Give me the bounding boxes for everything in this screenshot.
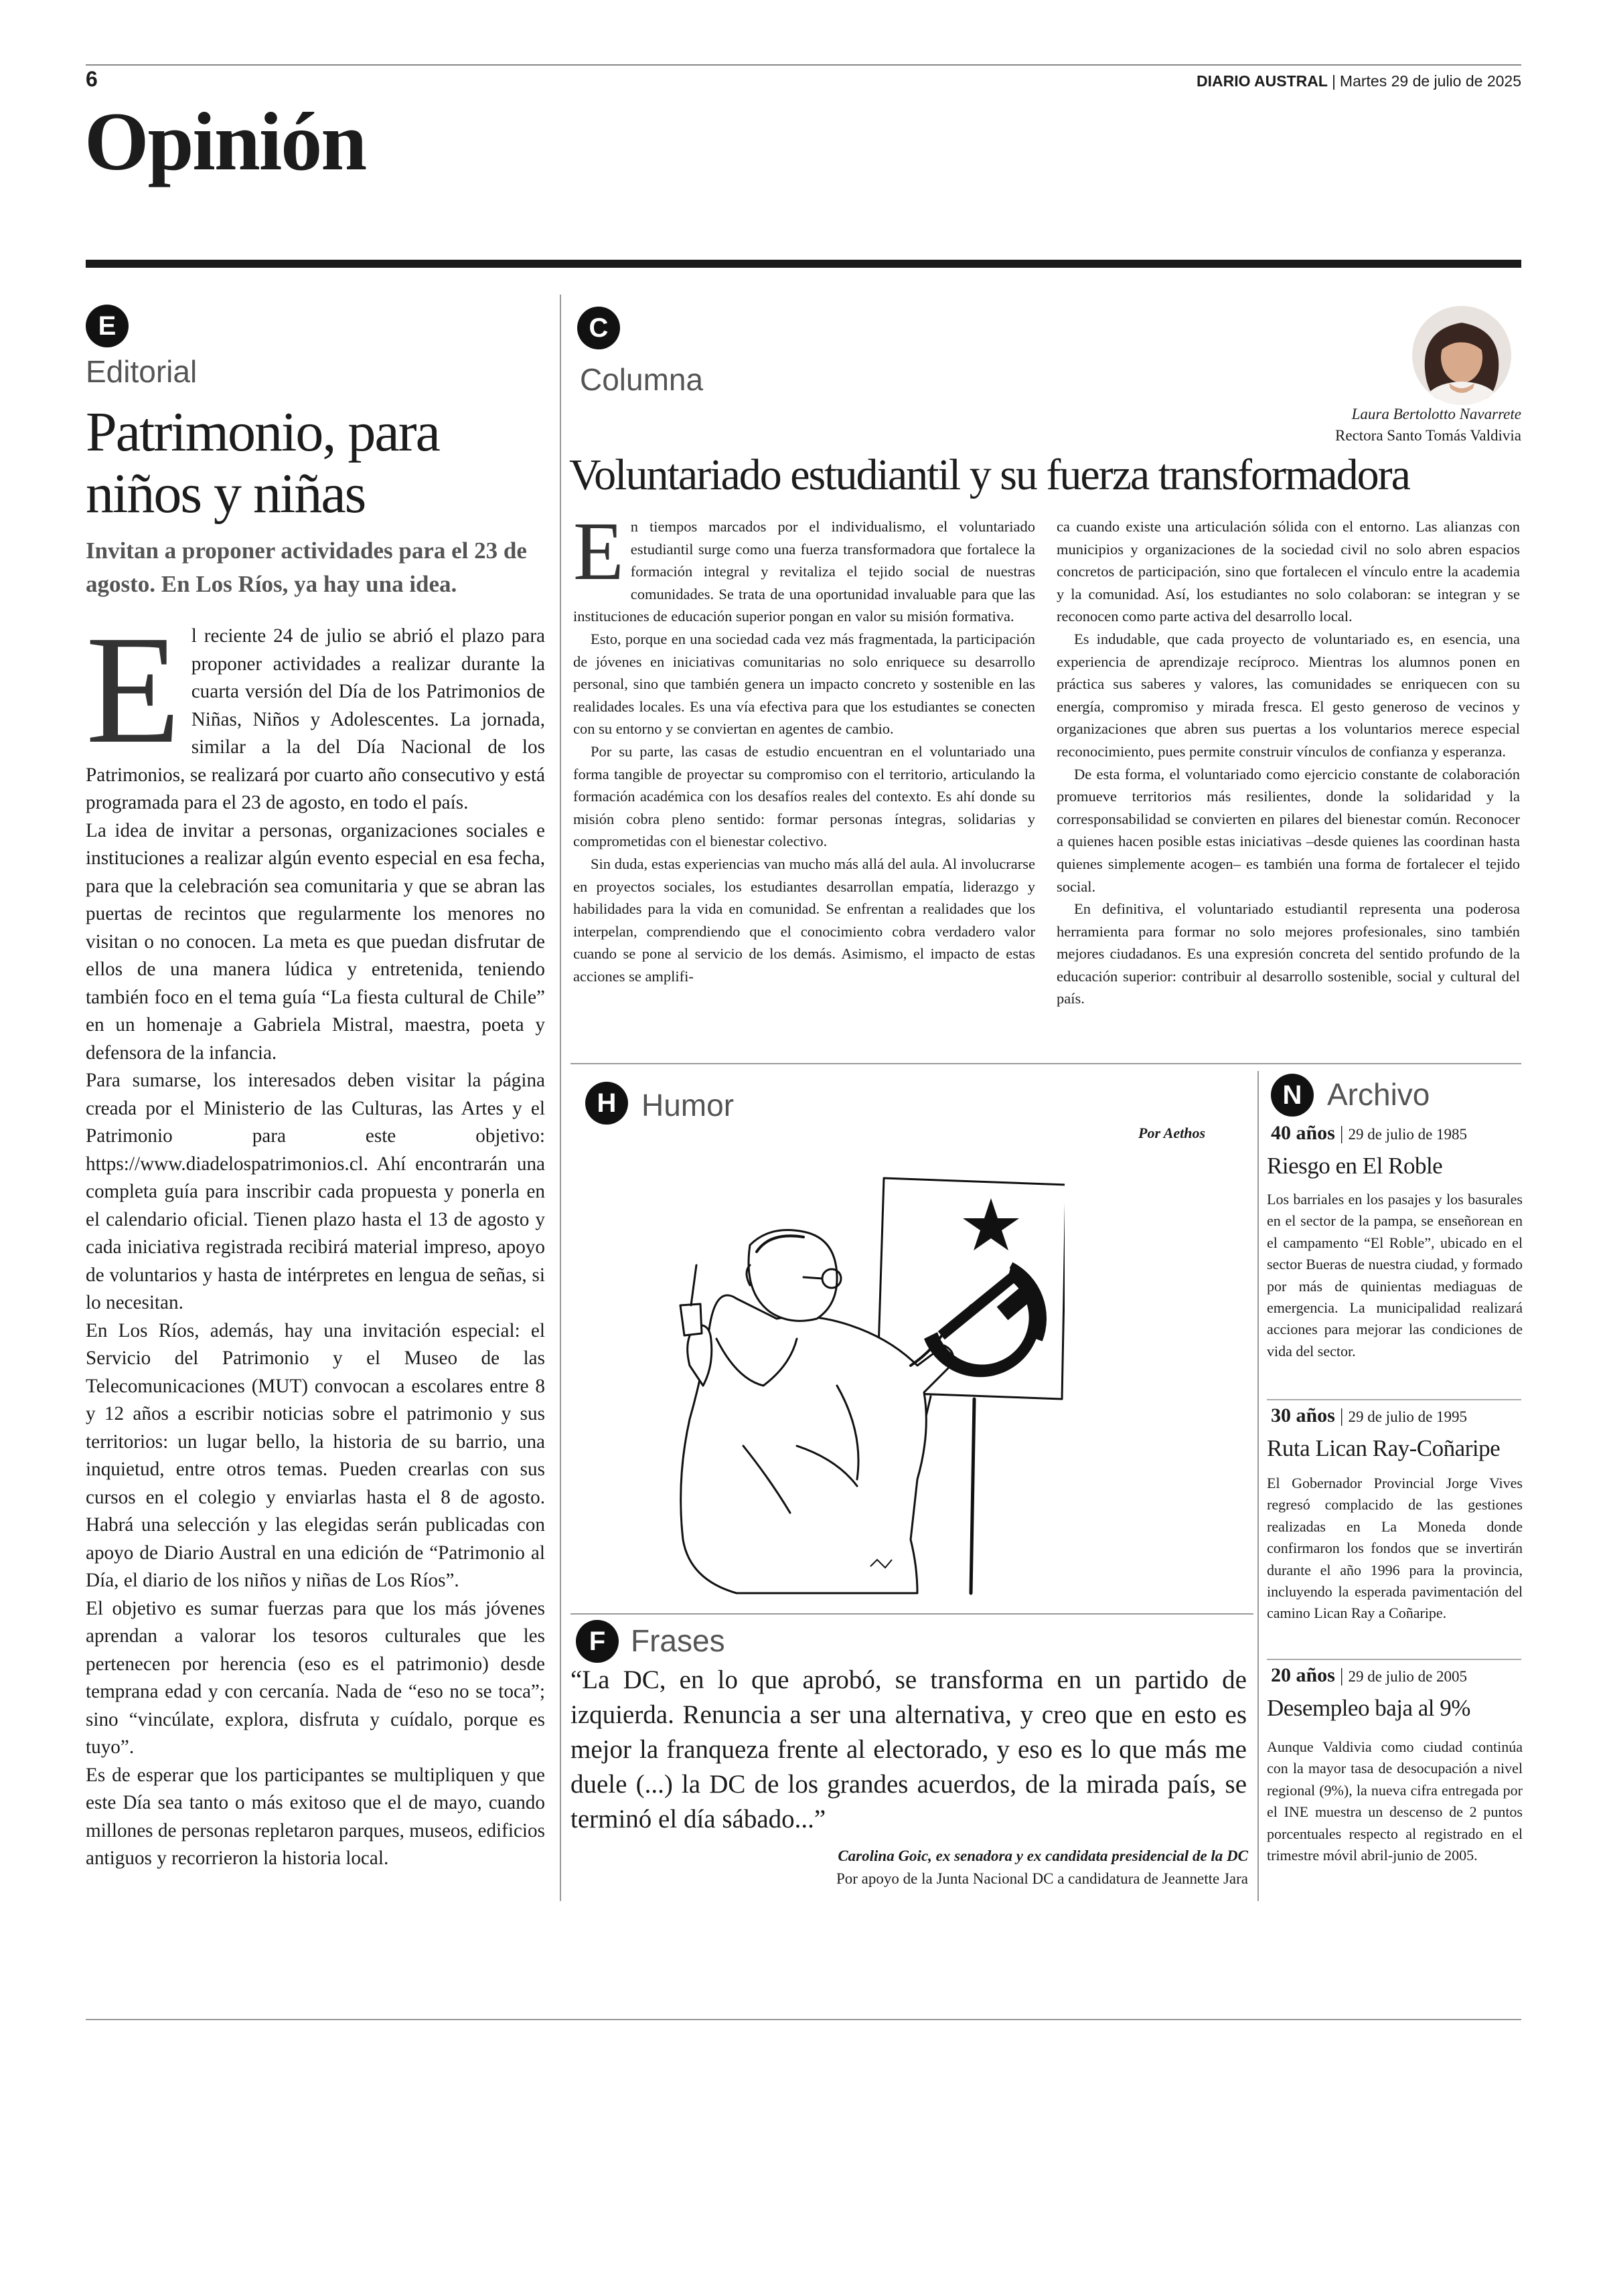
frases-context: Por apoyo de la Junta Nacional DC a candidatura de Jeannette Jara [836,1870,1248,1887]
top-thin-rule [86,64,1521,66]
column-paragraph: De esta forma, el voluntariado como ejercicio constante de colaboración promueve territorios más resilientes, donde la solidaridad y la corresponsabilidad se convierten en pilares del bienestar común. Reconocer a quienes hacen posible estas iniciativas –desde quienes las coordinan hasta quienes simplemente acogen– es también una forma de fortalecer el tejido social. [1057,765,1520,895]
column-author-role: Rectora Santo Tomás Valdivia [1335,427,1521,444]
humor-cartoon [636,1165,1065,1607]
column-divider [560,295,561,1901]
archivo-date: 29 de julio de 2005 [1348,1668,1468,1685]
masthead [1197,72,1521,90]
archivo-separator [1267,1399,1521,1400]
page-bottom-rule [86,2019,1521,2020]
humor-kicker: Humor [641,1088,735,1123]
column-paragraph-text: n tiempos marcados por el individualismo, el voluntariado estudiantil surge como una fuerza transformadora que fortalece la formación integral y revitaliza el tejido social de nuestras comunidades. Se trata de una oportunidad invaluable para que las instituciones de educación superior pongan en valor su misión formativa. [573,518,1035,625]
column-kicker: Columna [580,362,704,397]
column-badge: C [577,307,620,349]
section-heavy-rule [86,260,1521,268]
humor-byline: Por Aethos [1138,1125,1206,1141]
archivo-years: 40 años [1271,1122,1335,1144]
column-paragraph: Por su parte, las casas de estudio encuentran en el voluntariado una forma tangible de proyectar su compromiso con el territorio, articulando la formación académica con los desafíos reales del contexto. Es ahí donde su misión cobra pleno sentido: formar personas íntegras, solidarias y comprometidas con el bienestar colectivo. [573,742,1035,850]
editorial-paragraph: La idea de invitar a personas, organizaciones sociales e instituciones a realizar algún evento especial en esa fecha, para que la celebración sea comunitaria y que se abran las puertas de recintos que regularmente los menores no visitan o no conocen. La meta es que puedan disfrutar de ellos de una manera lúdica y entretenida, teniendo también foco en el tema guía “La fiesta cultural de Chile” en un homenaje a Gabriela Mistral, maestra, poeta y defensora de la infancia. [86,819,545,1064]
editorial-paragraph: El objetivo es sumar fuerzas para que los más jóvenes aprendan a valorar los tesoros culturales que les pertenecen por herencia (eso es el patrimonio) desde temprana edad y con cercanía. Nada de “eso no se toca”; sino “vincúlate, explora, disfruta y cuídalo, porque es tuyo”. [86,1597,545,1758]
archivo-kicker: Archivo [1327,1077,1430,1112]
column-headline: Voluntariado estudiantil y su fuerza transformadora [569,450,1409,499]
publication-name: DIARIO AUSTRAL [1197,72,1328,90]
frases-attribution: Carolina Goic, ex senadora y ex candidata presidencial de la DC [838,1848,1248,1864]
archivo-entry-2-header: 30 años | 29 de julio de 1995 [1271,1404,1468,1426]
column-paragraph: Es indudable, que cada proyecto de voluntariado es, en esencia, una experiencia de aprendizaje recíproco. Mientras los alumnos ponen en práctica sus saberes y valores, las comunidades se enriquecen con su energía, compromiso y mirada fresca. El gesto generoso de vecinos y organizaciones que abren sus puertas a los voluntarios merece especial reconocimiento, pues permite construir vínculos de confianza y esperanza. [1057,630,1520,760]
archivo-entry-3-title: Desempleo baja al 9% [1267,1695,1470,1721]
archivo-divider [1257,1071,1259,1901]
cartoon-illustration-icon [636,1165,1065,1607]
archivo-entry-2-text: El Gobernador Provincial Jorge Vives regresó complacido de las gestiones realizadas en La Moneda donde confirmaron los fondos que se invertirán durante el año 1996 para la provincia, incluyendo la esperada pavimentación del camino Lican Ray a Coñaripe. [1267,1475,1523,1622]
frases-badge: F [576,1620,619,1663]
column-dropcap: E [573,505,624,597]
author-photo-icon [1406,305,1517,406]
humor-badge: H [585,1082,628,1125]
editorial-paragraph: Es de esperar que los participantes se multipliquen y que este Día sea tanto o más exitoso que el de mayo, cuando millones de personas repletaron parques, museos, edificios antiguos y recorrieron la historia local. [86,1764,545,1869]
editorial-paragraph [86,604,545,817]
archivo-entry-3-text: Aunque Valdivia como ciudad continúa con la mayor tasa de desocupación a nivel regional (9%), la nueva cifra entregada por el INE muestra un descenso de 2 puntos porcentuales respecto al registrado en el trimestre móvil abril-junio de 2005. [1267,1738,1523,1864]
column-body-left [573,505,1035,987]
archivo-entry-2-title: Ruta Lican Ray-Coñaripe [1267,1435,1501,1461]
column-author-name: Laura Bertolotto Navarrete [1351,406,1521,422]
editorial-badge: E [86,305,129,347]
column-bottom-rule [570,1063,1521,1064]
editorial-kicker: Editorial [86,354,198,389]
section-title: Opinión [84,96,366,187]
issue-date: Martes 29 de julio de 2025 [1339,72,1521,90]
column-paragraph [573,505,1035,628]
column-paragraph: Esto, porque en una sociedad cada vez más fragmentada, la participación de jóvenes en iniciativas comunitarias no solo enriquece su desarrollo personal, sino que también genera un impacto concreto y sostenible en las realidades locales. Es una vía efectiva para que los estudiantes se conecten con su entorno y se conviertan en agentes de cambio. [573,630,1035,738]
editorial-paragraph: Para sumarse, los interesados deben visitar la página creada por el Ministerio de las Culturas, las Artes y el Patrimonio para este objetivo: https://www.diadelospatrimonios.cl. Ahí encontrarán una completa guía para inscribir cada propuesta y ponerla en el calendario oficial. Tienen plazo hasta el 13 de agosto y cada iniciativa registrada recibirá material impreso, apoyo de voluntarios y hasta de intérpretes en lengua de señas, si lo necesitan. [86,1070,545,1313]
page-number: 6 [86,67,98,91]
archivo-years: 20 años [1271,1664,1335,1686]
archivo-date: 29 de julio de 1995 [1348,1408,1468,1425]
editorial-dropcap: E [86,604,181,776]
archivo-date: 29 de julio de 1985 [1348,1126,1468,1143]
editorial-headline: Patrimonio, para niños y niñas [86,401,439,525]
archivo-entry-1-header: 40 años | 29 de julio de 1985 [1271,1122,1468,1144]
archivo-entry-3-header: 20 años | 29 de julio de 2005 [1271,1664,1468,1686]
editorial-deck: Invitan a proponer actividades para el 23 de agosto. En Los Ríos, ya hay una idea. [86,538,527,597]
frases-kicker: Frases [631,1623,725,1658]
frases-quote: “La DC, en lo que aprobó, se transforma en un partido de izquierda. Renuncia a ser una alternativa, y creo que en esto es mejor la franqueza frente al electorado, y eso es lo que más me duele (...) la DC de los grandes acuerdos, de la mirada país, se terminó el día sábado...” [570,1665,1247,1833]
archivo-badge: N [1271,1074,1314,1117]
editorial-paragraph: En Los Ríos, además, hay una invitación especial: el Servicio del Patrimonio y el Museo de las Telecomunicaciones (MUT) convocan a escolares entre 8 y 12 años a escribir noticias sobre el patrimonio y sus territorios: un lugar bello, la historia de su barrio, una inquietud, entre otros temas. Pueden crearlas con sus cursos en el colegio y enviarlas hasta el 8 de agosto. Habrá una selección y las elegidas serán publicadas con apoyo de Diario Austral en una edición de “Patrimonio al Día, el diario de los niños y niñas de Los Ríos”. [86,1319,545,1591]
archivo-entry-1-title: Riesgo en El Roble [1267,1153,1443,1179]
archivo-separator [1267,1659,1521,1660]
archivo-entry-1-text: Los barriales en los pasajes y los basurales en el sector de la pampa, se enseñorean en el campamento “El Roble”, ubicado en el sector Bueras de nuestra ciudad, y formado por más de quinientas mediaguas de emergencia. La municipalidad realizará acciones para mejorar las condiciones de vida del sector. [1267,1191,1523,1360]
editorial-body [86,604,545,1873]
author-avatar [1406,305,1517,406]
humor-bottom-rule [570,1613,1253,1615]
column-paragraph: ca cuando existe una articulación sólida con el entorno. Las alianzas con municipios y organizaciones de la sociedad civil no solo abren espacios concretos de participación, sino que fortalecen el vínculo entre la academia y la comunidad. Así, los estudiantes no solo colaboran: se integran y se reconocen como parte activa del desarrollo local. [1057,518,1520,625]
column-paragraph: Sin duda, estas experiencias van mucho más allá del aula. Al involucrarse en proyectos sociales, los estudiantes desarrollan empatía, liderazgo y habilidades para la vida en comunidad. Se enfrentan a realidades que los interpelan, comprendiendo que el conocimiento cobra verdadero valor cuando se pone al servicio de los demás. Asimismo, el impacto de estas acciones se amplifi- [573,855,1035,985]
column-paragraph: En definitiva, el voluntariado estudiantil representa una poderosa herramienta para formar no solo mejores profesionales, sino también mejores ciudadanos. Es una expresión concreta del sentido profundo de la educación superior: contribuir al desarrollo sostenible, social y cultural del país. [1057,900,1520,1007]
archivo-years: 30 años [1271,1404,1335,1426]
editorial-paragraph-text: l reciente 24 de julio se abrió el plazo para proponer actividades a realizar durante la cuarta versión del Día de los Patrimonios de Niñas, Niños y Adolescentes. La jornada, similar a la del Día Nacional de los Patrimonios, se realizará por cuarto año consecutivo y está programada para el 23 de agosto, en todo el país. [86,625,545,813]
column-body-right [1057,515,1520,1010]
masthead-separator: | [1331,72,1336,90]
